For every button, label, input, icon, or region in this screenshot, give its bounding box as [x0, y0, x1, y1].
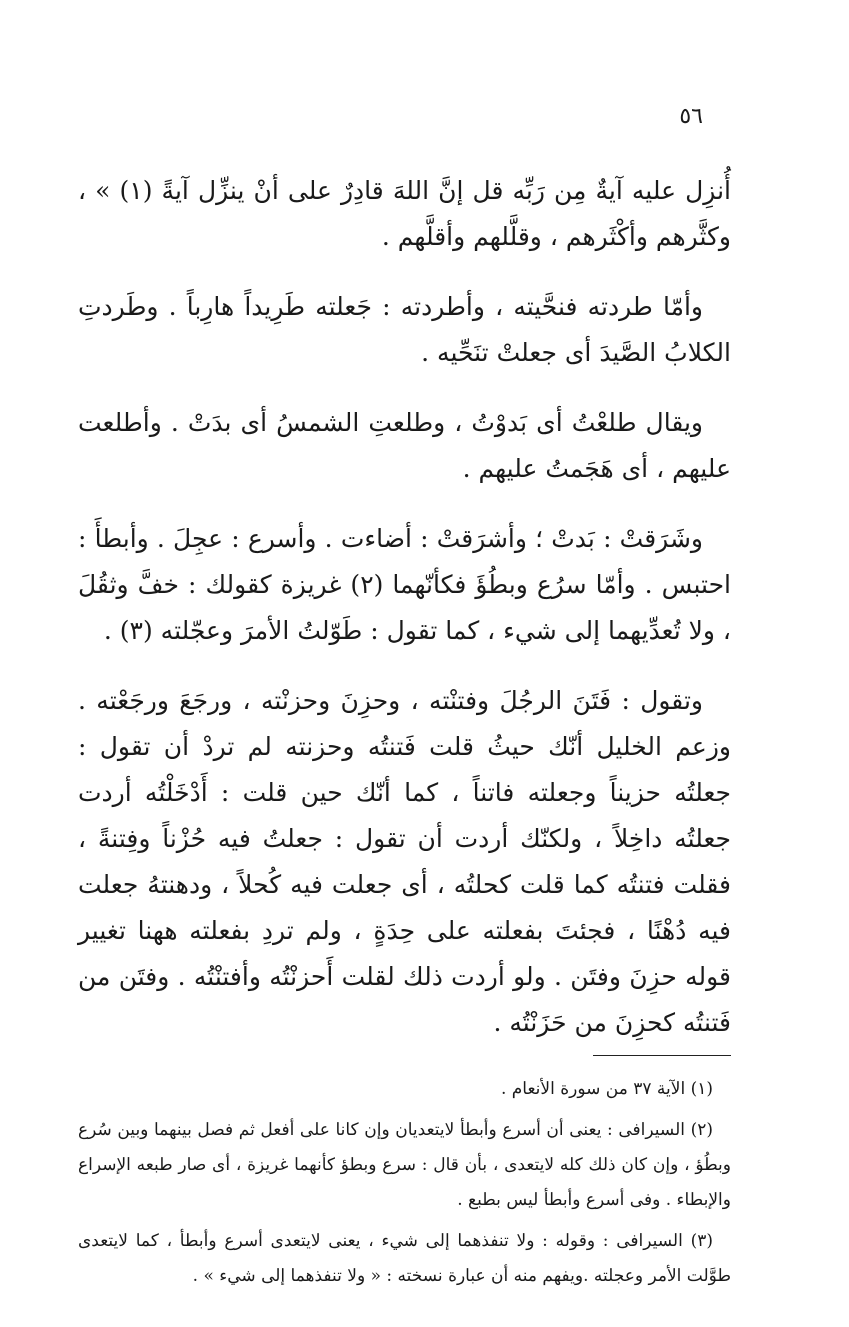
paragraph: وأمّا طردته فنحَّيته ، وأطردته : جَعلته طَرِيداً هارِباً . وطَردتِ الكلابُ الصَّيدَ أى جعلتْ تنَحِّيه .: [78, 292, 731, 367]
page-number: ٥٦: [679, 104, 703, 129]
footnotes: [78, 1072, 731, 1300]
paragraph: أُنزِل عليه آيةٌ مِن رَبِّه قل إنَّ اللهَ قادِرٌ على أنْ ينزِّل آيةً (١) » ، وكثَّرهم وأكْثَرهم ، وقلَّلهم وأقلَّهم .: [78, 176, 731, 251]
main-text: [78, 168, 731, 1070]
footnote: (٣) السيرافى : وقوله : ولا تنفذهما إلى شيء ، يعنى لايتعدى أسرع وأبطأ ، كما لايتعدى طوَّلت الأمر وعجلته .ويفهم منه أن عبارة نسخته : « ولا تنفذهما إلى شيء » .: [78, 1231, 731, 1286]
paragraph: وشَرَقتْ : بَدتْ ؛ وأشرَقتْ : أضاءت . وأسرع : عجِلَ . وأبطأَ : احتبس . وأمّا سرُع وبطُؤَ فكأنّهما (٢) غريزة كقولك : خفَّ وثقُلَ ، ولا تُعدِّيهما إلى شيء ، كما تقول : طَوّلتُ الأمرَ وعجّلته (٣) .: [78, 524, 731, 645]
paragraph: وتقول : فَتَنَ الرجُلَ وفتنْته ، وحزِنَ وحزنْته ، ورجَعَ ورجَعْته . وزعم الخليل أنّك حيثُ قلت فَتنتُه وحزنته لم تردْ أن تقول : جعلتُه حزيناً وجعلته فاتناً ، كما أنّك حين قلت : أَدْخَلْتُه أردت جعلتُه داخِلاً ، ولكنّك أردت أن تقول : جعلتُ فيه حُزْناً وفِتنةً ، فقلت فتنتُه كما قلت كحلتُه ، أى جعلت فيه كُحلاً ، ودهنتهُ جعلت فيه دُهْنًا ، فجئتَ بفعلته على حِدَةٍ ، ولم تردِ بفعلته ههنا تغيير قوله حزِنَ وفتَن . ولو أردت ذلك لقلت أَحزنْتُه وأفتنْتُه . وفتَن من فَتنتُه كحزِنَ من حَزَنْتُه .: [78, 686, 731, 1037]
footnote: (١) الآية ٣٧ من سورة الأنعام .: [500, 1079, 713, 1099]
paragraph: ويقال طلعْتُ أى بَدوْتُ ، وطلعتِ الشمسُ أى بدَتْ . وأطلعت عليهم ، أى هَجَمتُ عليهم .: [78, 408, 731, 483]
footnote-divider: [593, 1055, 731, 1056]
footnote: (٢) السيرافى : يعنى أن أسرع وأبطأ لايتعديان وإن كانا على أفعل ثم فصل بينهما وبين سُرع وبطُؤ ، وإن كان ذلك كله لايتعدى ، بأن قال : سرع وبطؤ كأنهما غريزة ، أى صار طبعه الإسراع والإبطاء . وفى أسرع وأبطأ ليس بطبع .: [78, 1120, 731, 1210]
